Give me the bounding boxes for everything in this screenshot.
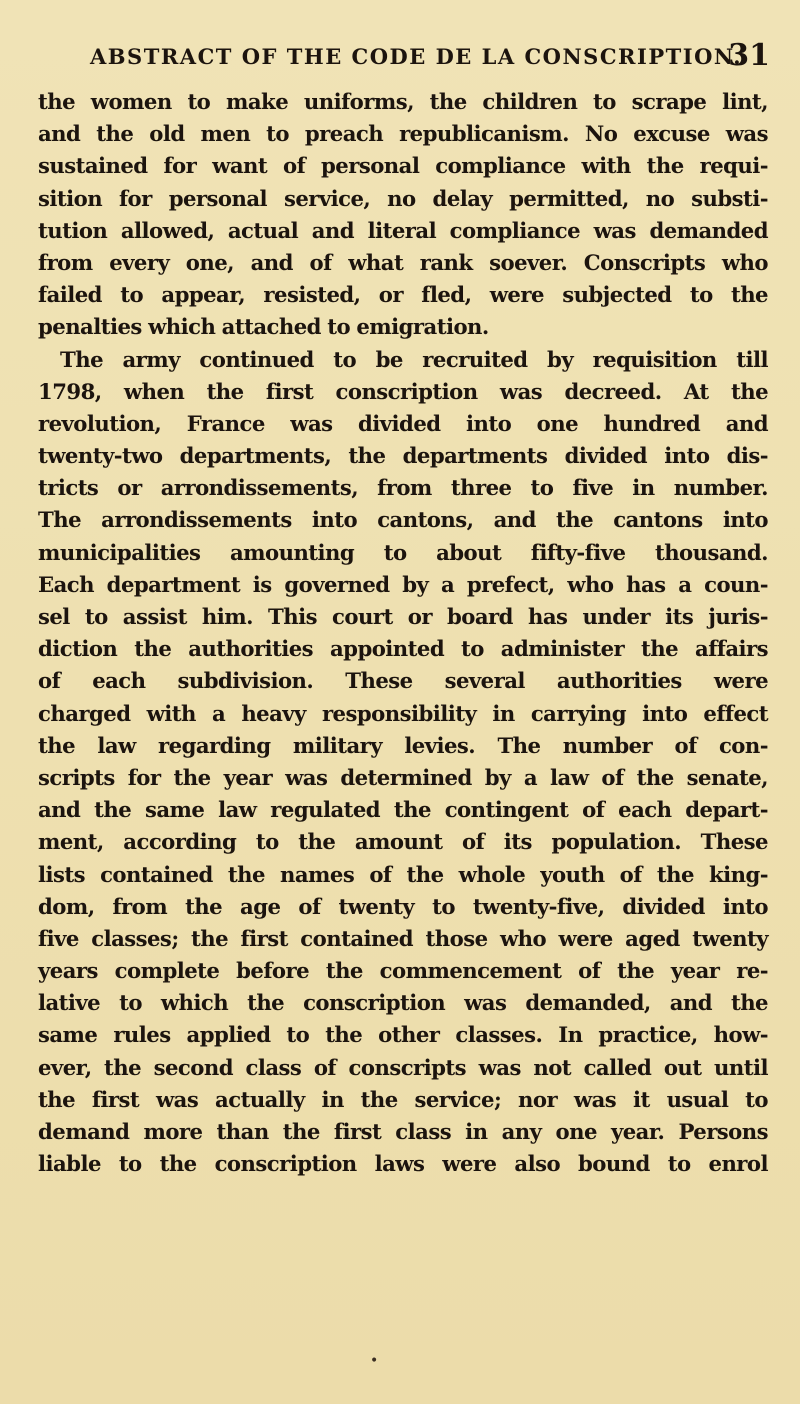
- running-head: [90, 38, 770, 78]
- text-line: the first was actually in the service; nor was it usual to: [38, 1086, 768, 1112]
- text-line: The arrondissements into cantons, and the cantons into: [38, 507, 768, 533]
- text-line: sition for personal service, no delay permitted, no substi-: [38, 185, 768, 211]
- text-line: 1798, when the first conscription was decreed. At the: [38, 378, 768, 404]
- text-line: years complete before the commencement of the year re-: [38, 958, 768, 984]
- text-line: same rules applied to the other classes. In practice, how-: [38, 1022, 768, 1048]
- body-text: [38, 86, 768, 1180]
- text-line: and the old men to preach republicanism. No excuse was: [38, 121, 768, 147]
- text-line: scripts for the year was determined by a law of the senate,: [38, 764, 768, 790]
- text-line: and the same law regulated the contingent of each depart-: [38, 797, 768, 823]
- text-line: dom, from the age of twenty to twenty-five, divided into: [38, 893, 768, 919]
- running-title: ABSTRACT OF THE CODE DE LA CONSCRIPTION.: [90, 44, 743, 69]
- text-line: failed to appear, resisted, or fled, were subjected to the: [38, 282, 768, 308]
- text-line: lative to which the conscription was demanded, and the: [38, 990, 768, 1016]
- text-line: five classes; the first contained those who were aged twenty: [38, 925, 768, 951]
- text-line: of each subdivision. These several authorities were: [38, 668, 768, 694]
- text-line: municipalities amounting to about fifty-five thousand.: [38, 539, 768, 565]
- text-line: demand more than the first class in any one year. Persons: [38, 1119, 768, 1144]
- text-line: the law regarding military levies. The number of con-: [38, 732, 768, 758]
- text-line: from every one, and of what rank soever. Conscripts who: [38, 249, 768, 275]
- text-line: ment, according to the amount of its population. These: [38, 829, 768, 855]
- text-line: tricts or arrondissements, from three to five in number.: [38, 475, 768, 501]
- stray-ink-mark: •: [370, 1353, 379, 1369]
- text-line: diction the authorities appointed to administer the affairs: [38, 636, 768, 662]
- text-line: charged with a heavy responsibility in carrying into effect: [38, 700, 768, 726]
- text-line: liable to the conscription laws were also bound to enrol: [38, 1151, 768, 1177]
- text-line: ever, the second class of conscripts was not called out until: [38, 1054, 768, 1080]
- text-line: twenty-two departments, the departments divided into dis-: [38, 443, 768, 469]
- text-line: sel to assist him. This court or board has under its juris-: [38, 604, 768, 629]
- text-line: Each department is governed by a prefect, who has a coun-: [38, 571, 768, 597]
- text-line: lists contained the names of the whole youth of the king-: [38, 861, 768, 887]
- page-number: 31: [728, 38, 770, 73]
- text-line: penalties which attached to emigration.: [38, 314, 489, 340]
- text-line: tution allowed, actual and literal compliance was demanded: [38, 217, 768, 243]
- text-line: The army continued to be recruited by requisition till: [60, 346, 768, 372]
- text-line: the women to make uniforms, the children to scrape lint,: [38, 89, 768, 114]
- text-line: sustained for want of personal compliance with the requi-: [38, 153, 768, 179]
- text-line: revolution, France was divided into one hundred and: [38, 410, 768, 436]
